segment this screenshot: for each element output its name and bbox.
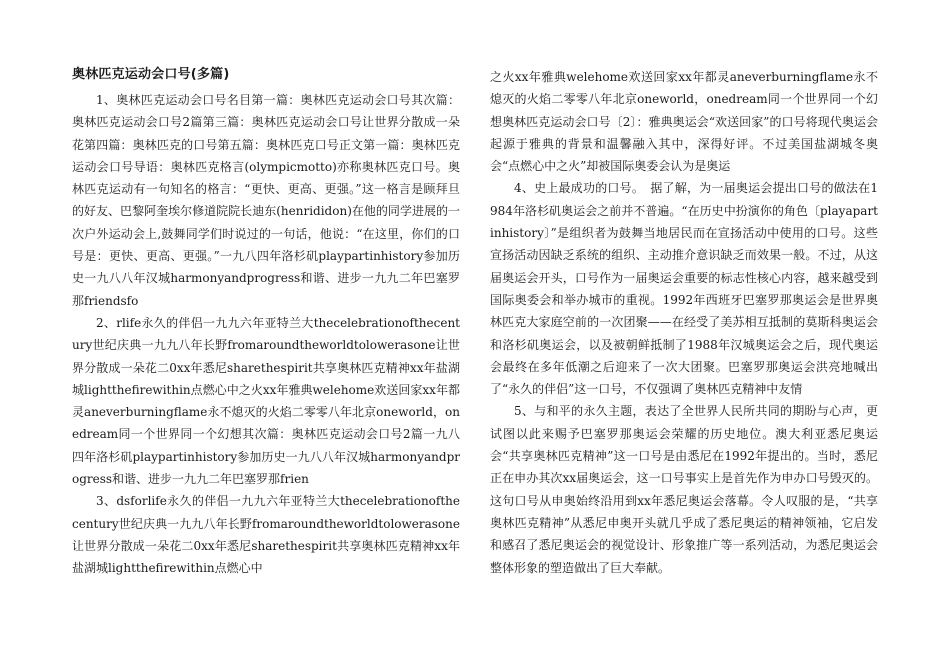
paragraph-3: 3、dsforlife永久的伴侣一九九六年亚特兰大thecelebrationofthecentury世纪庆典一九九八年长野fromaroundtheworldtolowerasone让世界分散成一朵花二0xx年悉尼sharethespirit共享奥林匹克精神xx年盐湖城lightthefirewithin点燃心中 [72,494,460,576]
document-title: 奥林匹克运动会口号(多篇) [72,67,230,82]
left-column [72,64,460,580]
paragraph-5: 5、与和平的永久主题，表达了全世界人民所共同的期盼与心声，更试图以此来赐予巴塞罗那奥运会荣耀的历史地位。澳大利亚悉尼奥运会“共享奥林匹克精神”这一口号是由悉尼在1992年提出的。当时，悉尼正在申办其次xx届奥运会，这一口号事实上是首先作为申办口号毁灭的。这句口号从申奥始终沿用到xx年悉尼奥运会落幕。令人叹服的是，“共享奥林匹克精神”从悉尼申奥开头就几乎成了悉尼奥运的精神领袖，它启发和感召了悉尼奥运会的视觉设计、形象推广等一系列活动，为悉尼奥运会整体形象的塑造做出了巨大奉献。 [490,404,878,575]
paragraph-4: 4、史上最成功的口号。 据了解，为一届奥运会提出口号的做法在1984年洛杉矶奥运会之前并不普遍。“在历史中扮演你的角色〔playapartinhistory〕”是组织者为鼓舞当地居民而在宣扬活动中使用的口号。这些宣扬活动因缺乏系统的组织、主动推介意识缺乏而效果一般。不过，从这届奥运会开头，口号作为一届奥运会重要的标志性核心内容，越来越受到国际奥委会和举办城市的重视。1992年西班牙巴塞罗那奥运会是世界奥林匹克大家庭空前的一次团聚——在经受了美苏相互抵制的莫斯科奥运会和洛杉矶奥运会，以及被朝鲜抵制了1988年汉城奥运会之后，现代奥运会最终在多年低潮之后迎来了一次大团聚。巴塞罗那奥运会洪亮地喊出了“永久的伴侣”这一口号，不仅强调了奥林匹克精神中友情 [490,181,878,397]
right-column [490,66,878,579]
paragraph-3-continued: 之火xx年雅典welehome欢送回家xx年都灵aneverburningflame永不熄灭的火焰二零零八年北京oneworld，onedream同一个世界同一个幻想奥林匹克运动会口号〔2〕：雅典奥运会“欢送回家”的口号将现代奥运会起源于雅典的背景和温馨融入其中，深得好评。不过美国盐湖城冬奥会“点燃心中之火”却被国际奥委会认为是奥运 [490,70,878,174]
paragraph-1: 1、奥林匹克运动会口号名目第一篇：奥林匹克运动会口号其次篇：奥林匹克运动会口号2篇第三篇：奥林匹克运动会口号让世界分散成一朵花第四篇：奥林匹克的口号第五篇：奥林匹克口号正文第一篇：奥林匹克运动会口号导语：奥林匹克格言(olympicmotto)亦称奥林匹克口号。奥林匹克运动有一句知名的格言：“更快、更高、更强。”这一格言是顾拜旦的好友、巴黎阿奎埃尔修道院院长迪东(henrididon)在他的同学进展的一次户外运动会上,鼓舞同学们时说过的一句话，他说：“在这里，你们的口号是：更快、更高、更强。”一九八四年洛杉矶playpartinhistory参加历史一九八八年汉城harmonyandprogress和谐、进步一九九二年巴塞罗那friendsfo [72,93,460,308]
paragraph-2: 2、rlife永久的伴侣一九九六年亚特兰大thecelebrationofthecentury世纪庆典一九九八年长野fromaroundtheworldtolowerasone让世界分散成一朵花二0xx年悉尼sharethespirit共享奥林匹克精神xx年盐湖城lightthefirewithin点燃心中之火xx年雅典welehome欢送回家xx年都灵aneverburningflame永不熄灭的火焰二零零八年北京oneworld，onedream同一个世界同一个幻想其次篇：奥林匹克运动会口号2篇一九八四年洛杉矶playpartinhistory参加历史一九八八年汉城harmonyandprogress和谐、进步一九九二年巴塞罗那frien [72,315,460,487]
